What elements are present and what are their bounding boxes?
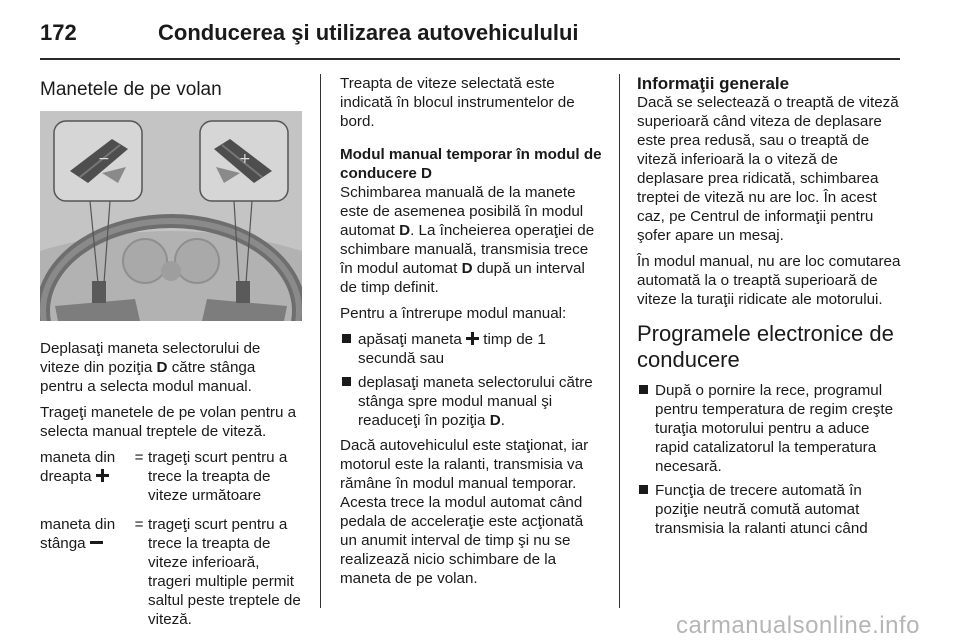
watermark: carmanualsonline.info bbox=[676, 612, 920, 639]
paragraph: Pentru a întrerupe modul manual: bbox=[340, 305, 567, 322]
bullet-icon bbox=[639, 485, 648, 494]
bullet-list bbox=[340, 330, 602, 430]
plus-symbol: + bbox=[239, 151, 251, 167]
minus-symbol: − bbox=[98, 151, 110, 167]
equals-sign: = bbox=[134, 449, 144, 466]
bullet-list bbox=[637, 381, 902, 538]
column-3 bbox=[637, 74, 902, 544]
header-rule bbox=[40, 58, 900, 60]
steering-paddles-figure bbox=[40, 111, 302, 321]
bullet-icon bbox=[342, 377, 351, 386]
plus-icon bbox=[96, 469, 109, 482]
chapter-title: Conducerea şi utilizarea autovehiculului bbox=[158, 20, 579, 45]
steering-wheel-illustration bbox=[40, 111, 302, 321]
bullet-icon bbox=[342, 334, 351, 343]
section-title: Manetele de pe volan bbox=[40, 79, 222, 100]
column-2 bbox=[340, 74, 602, 595]
list-item: apăsaţi maneta timp de 1 secundă sau bbox=[340, 330, 602, 368]
bullet-icon bbox=[639, 385, 648, 394]
sub-heading: Modul manual temporar în modul de conducere D bbox=[340, 146, 602, 182]
big-heading: Programele electronice de conducere bbox=[637, 321, 894, 372]
paragraph: Trageţi manetele de pe volan pentru a selecta manual treptele de viteză. bbox=[40, 404, 297, 440]
list-item: După o pornire la rece, programul pentru temperatura de regim creşte turaţia motorului pentru a aduce rapid catalizatorul la temperatura necesară. bbox=[637, 381, 902, 476]
definition-row bbox=[40, 448, 302, 505]
column-divider bbox=[619, 74, 620, 608]
equals-sign: = bbox=[134, 516, 144, 533]
column-divider bbox=[320, 74, 321, 608]
plus-icon bbox=[466, 332, 479, 345]
definition-text: trageţi scurt pentru a trece la treapta de viteze următoare bbox=[148, 449, 288, 504]
paragraph: În modul manual, nu are loc comutarea automată la o treaptă superioară de viteze la turaţii ridicate ale motorului. bbox=[637, 253, 901, 308]
column-1 bbox=[40, 74, 302, 639]
definition-term: maneta din dreapta bbox=[40, 449, 116, 485]
paragraph: Dacă se selectează o treaptă de viteză superioară când viteza de deplasare este prea redusă, sau o treaptă de viteză inferioară la o viteză de deplasare prea ridicată, schimbarea treptei de viteză nu are loc. În acest caz, pe Centrul de informaţii pentru şofer apare un mesaj. bbox=[637, 94, 899, 244]
page-number: 172 bbox=[40, 20, 77, 45]
paragraph: Treapta de viteze selectată este indicată în blocul instrumentelor de bord. bbox=[340, 75, 575, 130]
definition-term: maneta din stânga bbox=[40, 516, 116, 552]
paragraph: Deplasaţi maneta selectorului de viteze din poziţia D către stânga pentru a selecta modul manual. bbox=[40, 340, 261, 395]
definition-table bbox=[40, 448, 302, 629]
definition-row bbox=[40, 515, 302, 629]
paragraph: Dacă autovehiculul este staţionat, iar motorul este la ralanti, transmisia va rămâne în modul manual temporar. Acesta trece la modul automat când pedala de acceleraţie este acţionată un anumit interval de timp şi nu se realizează nicio schimbare de la maneta de pe volan. bbox=[340, 437, 589, 587]
definition-text: trageţi scurt pentru a trece la treapta de viteze inferioară, trageri multiple permit saltul peste treptele de viteză. bbox=[148, 516, 301, 628]
list-item: Funcţia de trecere automată în poziţie neutră comută automat transmisia la ralanti atunci când bbox=[637, 481, 902, 538]
minus-icon bbox=[90, 536, 103, 549]
page-header bbox=[40, 18, 920, 58]
list-item: deplasaţi maneta selectorului către stânga spre modul manual şi readuceţi în poziţia D. bbox=[340, 373, 602, 430]
section-heading: Informaţii generale bbox=[637, 74, 790, 93]
paragraph: Schimbarea manuală de la manete este de asemenea posibilă în modul automat D. La încheierea operaţiei de schimbare manuală, transmisia trece în modul automat D după un interval de timp definit. bbox=[340, 184, 595, 296]
